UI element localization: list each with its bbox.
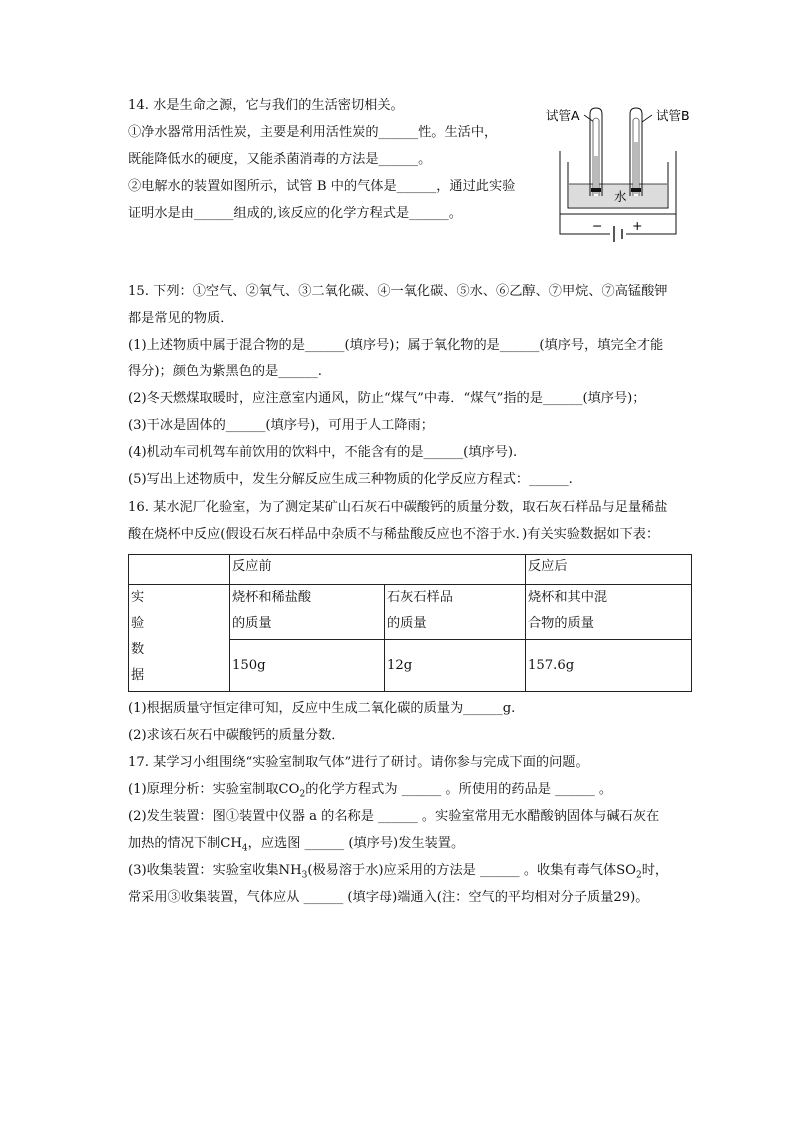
table-header-before: 反应前 <box>230 555 526 585</box>
q17-part2-b: ，应选图 ______ (填序号)发生装置。 <box>247 836 465 851</box>
q15-stem-line1: 15. 下列：①空气、②氧气、③二氧化碳、④一氧化碳、⑤水、⑥乙醇、⑦甲烷、⑦高锰酸钾 <box>128 284 668 299</box>
q16-stem-line2: 酸在烧杯中反应(假设石灰石样品中杂质不与稀盐酸反应也不溶于水．)有关实验数据如下表： <box>128 527 660 542</box>
q16-part2: (2)求该石灰石中碳酸钙的质量分数． <box>128 728 345 743</box>
q17-part1-b: 的化学方程式为 ______ 。所使用的药品是 ______ 。 <box>305 782 613 797</box>
q17-part2-a: 加热的情况下制CH <box>128 836 242 851</box>
q17-part2-line1: (2)发生装置：图①装置中仪器 a 的名称是 ______ 。实验室常用无水醋酸钠固体与碱石灰在 <box>128 809 660 824</box>
q17-part3-a: (3)收集装置：实验室收集NH <box>128 863 302 878</box>
q14-stem: 14. 水是生命之源，它与我们的生活密切相关。 <box>128 98 404 113</box>
table-col-mixture-head <box>526 585 692 640</box>
q17-part3-line1 <box>128 862 668 885</box>
table-col-sample-head <box>385 585 526 640</box>
q17-part3-c: 时， <box>641 863 669 878</box>
row-label-char: 数 <box>131 642 145 657</box>
q15-part5: (5)写出上述物质中，发生分解反应生成三种物质的化学反应方程式：______. <box>128 472 573 487</box>
table-value-sample: 12g <box>385 640 526 692</box>
table-header-after: 反应后 <box>526 555 692 585</box>
q17-part2-line2 <box>128 835 464 858</box>
head-line: 烧杯和其中混 <box>528 590 608 605</box>
q14-part1-line1: ①净水器常用活性炭，主要是利用活性炭的______性。生活中， <box>128 125 498 140</box>
q17-part3-line2: 常采用③收集装置，气体应从 ______ (填字母)端通入(注：空气的平均相对分子质量29)。 <box>128 890 649 905</box>
q14-part2-line1: ②电解水的装置如图所示，试管 B 中的气体是______，通过此实验 <box>128 179 516 194</box>
row-label-char: 验 <box>131 616 145 631</box>
plus-sign: + <box>632 218 643 233</box>
experiment-data-table <box>128 554 692 692</box>
q14-part2-line2: 证明水是由______组成的,该反应的化学方程式是______。 <box>128 206 462 221</box>
row-label-char: 据 <box>131 668 145 683</box>
head-line: 石灰石样品 <box>387 590 453 605</box>
q15-part2: (2)冬天燃煤取暖时，应注意室内通风，防止“煤气”中毒．“煤气”指的是______(填序号)； <box>128 391 646 406</box>
q17-part3-b: (极易溶于水)应采用的方法是 ______ 。收集有毒气体SO <box>307 863 636 878</box>
q17-stem: 17. 某学习小组围绕“实验室制取气体”进行了研讨。请你参与完成下面的问题。 <box>128 755 589 770</box>
table-col-beaker-acid-head <box>230 585 385 640</box>
subscript: 2 <box>635 870 642 881</box>
q16-stem-line1: 16. 某水泥厂化验室，为了测定某矿山石灰石中碳酸钙的质量分数，取石灰石样品与足量稀盐 <box>128 500 668 515</box>
head-line: 合物的质量 <box>528 616 594 631</box>
q16-part1: (1)根据质量守恒定律可知，反应中生成二氧化碳的质量为______g. <box>128 701 516 716</box>
table-row-label <box>129 585 230 692</box>
head-line: 的质量 <box>387 616 427 631</box>
q15-part4: (4)机动车司机驾车前饮用的饮料中，不能含有的是______(填序号). <box>128 445 518 460</box>
table-corner-cell <box>129 555 230 585</box>
head-line: 烧杯和稀盐酸 <box>232 590 312 605</box>
table-value-beaker-acid: 150g <box>230 640 385 692</box>
q15-part3: (3)干冰是固体的______(填序号)，可用于人工降雨； <box>128 418 434 433</box>
minus-sign: − <box>592 218 603 233</box>
head-line: 的质量 <box>232 616 272 631</box>
q15-part1-line1: (1)上述物质中属于混合物的是______(填序号)；属于氧化物的是______(填序号，填完全才能 <box>128 338 664 353</box>
q15-stem-line2: 都是常见的物质． <box>128 311 234 326</box>
q14-part1-line2: 既能降低水的硬度，又能杀菌消毒的方法是______。 <box>128 152 432 167</box>
subscript: 4 <box>241 843 248 854</box>
q15-part1-line2: 得分)；颜色为紫黑色的是______. <box>128 364 322 379</box>
electrolysis-apparatus-figure <box>538 96 698 246</box>
q17-part1 <box>128 781 612 804</box>
row-label-char: 实 <box>131 590 145 605</box>
subscript: 2 <box>299 789 306 800</box>
table-value-mixture: 157.6g <box>526 640 692 692</box>
q17-part1-a: (1)原理分析：实验室制取CO <box>128 782 300 797</box>
subscript: 3 <box>301 870 308 881</box>
tube-a-label: 试管A <box>546 108 580 123</box>
water-label: 水 <box>614 189 627 204</box>
tube-b-label: 试管B <box>656 108 690 123</box>
